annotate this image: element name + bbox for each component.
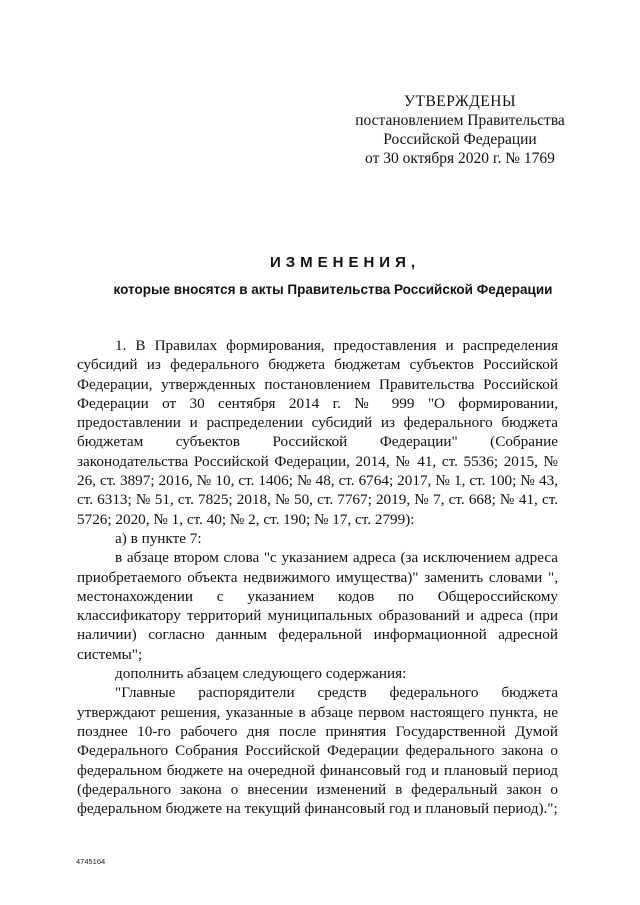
paragraph-4: дополнить абзацем следующего содержания: bbox=[115, 665, 407, 683]
paragraph-3: в абзаце втором слова "с указанием адреса (за исключением адреса приобретаемого объекта недвижимого имущества)" заменить словами ", местонахождении с указанием кодов по Общероссийскому классификатору территорий муниципальных образований и адреса (при наличии) согласно данным федеральной информационной адресной системы"; bbox=[77, 549, 558, 663]
approval-line-3: от 30 октября 2020 г. № 1769 bbox=[365, 150, 555, 167]
approval-line-1: постановлением Правительства bbox=[355, 112, 565, 129]
approval-line-2: Российской Федерации bbox=[383, 131, 537, 148]
document-subtitle: которые вносятся в акты Правительства Российской Федерации bbox=[113, 282, 553, 297]
footer-document-code: 4745164 bbox=[76, 857, 106, 866]
paragraph-1: 1. В Правилах формирования, предоставления и распределения субсидий из федерального бюджета бюджетам субъектов Российской Федерации, утвержденных постановлением Правительства Российской Федерации от 30 сентября 2014 г. № 999 "О формировании, предоставлении и распределении субсидий из федерального бюджета бюджетам субъектов Российской Федерации" (Собрание законодательства Российской Федерации, 2014, № 41, ст. 5536; 2015, № 26, ст. 3897; 2016, № 10, ст. 1406; № 48, ст. 6764; 2017, № 1, ст. 100; № 43, ст. 6313; № 51, ст. 7825; 2018, № 50, ст. 7767; 2019, № 7, ст. 668; № 41, ст. 5726; 2020, № 1, ст. 40; № 2, ст. 190; № 17, ст. 2799): bbox=[77, 337, 558, 528]
document-heading bbox=[0, 254, 640, 297]
document-title: ИЗМЕНЕНИЯ, bbox=[269, 254, 421, 271]
document-body bbox=[77, 336, 558, 818]
paragraph-2: а) в пункте 7: bbox=[115, 529, 202, 547]
approval-stamp bbox=[340, 92, 580, 168]
approval-title: УТВЕРЖДЕНЫ bbox=[404, 93, 516, 110]
paragraph-5: "Главные распорядители средств федерального бюджета утверждают решения, указанные в абзаце первом настоящего пункта, не позднее 10-го рабочего дня после принятия Государственной Думой Федерального Собрания Российской Федерации федерального закона о федеральном бюджете на очередной финансовый год и плановый период (федерального закона о внесении изменений в федеральный закон о федеральном бюджете на текущий финансовый год и плановый период)."; bbox=[77, 684, 558, 818]
